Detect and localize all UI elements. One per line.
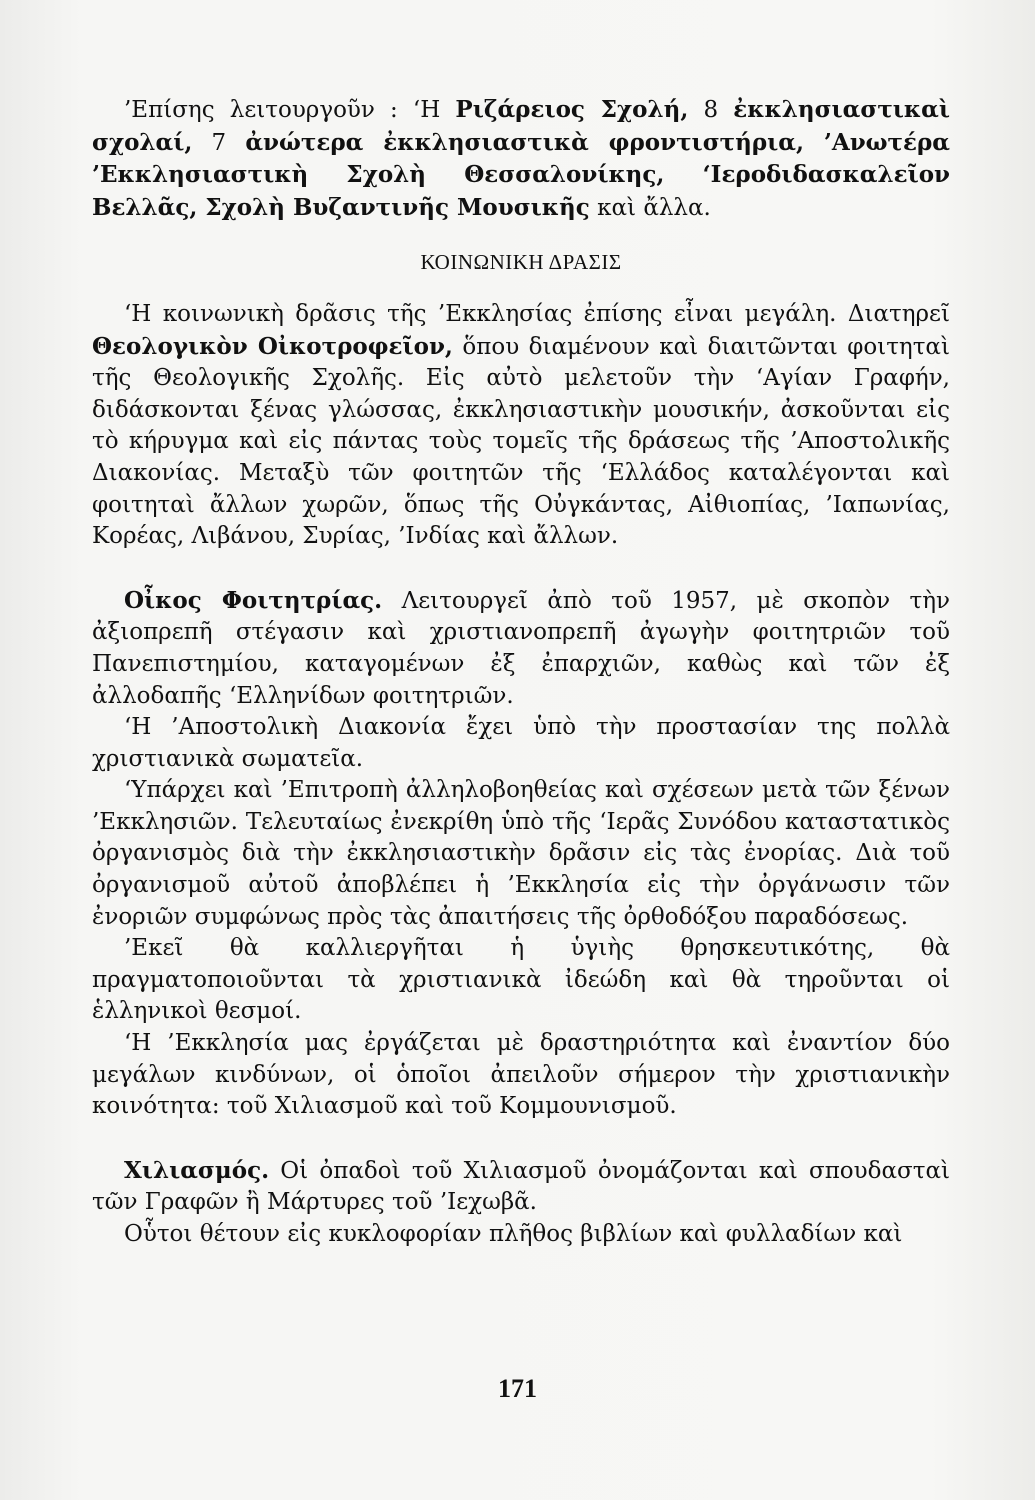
paragraph-cultivation: ’Εκεῖ θὰ καλλιεργῆται ἡ ὑγιὴς θρησκευτικότης, θὰ πραγματοποιοῦνται τὰ χριστιανικὰ ἰδεώδη καὶ θὰ τηροῦνται οἱ ἑλληνικοὶ θεσμοί. (92, 935, 950, 1025)
text-run: Οἱ ὀπαδοὶ τοῦ Χιλιασμοῦ ὀνομάζονται καὶ σπουδασταὶ τῶν Γραφῶν ἢ Μάρτυρες τοῦ ’Ιεχωβᾶ. (92, 1157, 950, 1216)
text-run: ὅπου διαμένουν καὶ διαιτῶνται φοιτηταὶ τῆς Θεολογικῆς Σχολῆς. Εἰς αὐτὸ μελετοῦν τὴν ‘Αγίαν Γραφήν, διδάσκονται ξένας γλώσσας, ἐκκλησιαστικὴν μουσικήν, ἀσκοῦνται εἰς τὸ κήρυγμα καὶ εἰς πάντας τοὺς τομεῖς τῆς δράσεως τῆς ’Αποστολικῆς Διακονίας. Μεταξὺ τῶν φοιτητῶν τῆς ‘Ελλάδος καταλέγονται καὶ φοιτηταὶ ἄλλων χωρῶν, ὅπως τῆς Οὐγκάντας, Αἰθιοπίας, ’Ιαπωνίας, Κορέας, Λιβάνου, Συρίας, ’Ινδίας καὶ ἄλλων. (92, 333, 950, 550)
bold-run: Χιλιασμός. (124, 1156, 270, 1184)
text-run: 8 (688, 97, 734, 123)
bold-run: Θεολογικὸν Οἰκοτροφεῖον, (92, 332, 453, 360)
text-run: 7 (192, 129, 246, 156)
paragraph-dangers: ‘Η ’Εκκλησία μας ἐργάζεται μὲ δραστηριότητα καὶ ἐναντίον δύο μεγάλων κινδύνων, οἱ ὁποῖοι ἀπειλοῦν σήμερον τὴν χριστιανικὴν κοινότητα: τοῦ Χιλιασμοῦ καὶ τοῦ Κομμουνισμοῦ. (92, 1030, 950, 1120)
paragraph-schools (92, 94, 950, 224)
paragraph-gap (92, 1123, 950, 1155)
body-text (92, 94, 950, 1251)
bold-run: ἀνώτερα ἐκκλησιαστικὰ φροντιστήρια, ’Ανωτέρα ’Εκκλησιαστικὴ Σχολὴ Θεσσαλονίκης, ‘Ιεροδιδασκαλεῖον Βελλᾶς, Σχολὴ Βυζαντινῆς Μουσικῆς (92, 128, 950, 221)
text-run: Λειτουργεῖ ἀπὸ τοῦ 1957, μὲ σκοπὸν τὴν ἀξιοπρεπῆ στέγασιν καὶ χριστιανοπρεπῆ ἀγωγὴν φοιτητριῶν τοῦ Πανεπιστημίου, καταγομένων ἐξ ἐπαρχιῶν, καθὼς καὶ τῶν ἐξ ἀλλοδαπῆς ‘Ελληνίδων φοιτητριῶν. (92, 587, 950, 709)
bold-run: Οἶκος Φοιτητρίας. (124, 586, 383, 614)
bold-run: Ριζάρειος Σχολή, (455, 96, 689, 123)
text-run: ’Επίσης λειτουργοῦν : ‘Η (124, 97, 456, 123)
paragraph-social-action (92, 299, 950, 553)
paragraph-publications: Οὗτοι θέτουν εἰς κυκλοφορίαν πλῆθος βιβλίων καὶ φυλλαδίων καὶ (124, 1221, 903, 1247)
text-run: ‘Η κοινωνικὴ δρᾶσις τῆς ’Εκκλησίας ἐπίσης εἶναι μεγάλη. Διατηρεῖ (124, 300, 950, 327)
text-run: καὶ ἄλλα. (589, 194, 711, 221)
paragraph-student-home (92, 585, 950, 712)
page-number: 171 (498, 1374, 537, 1403)
paragraph-gap (92, 553, 950, 585)
bold-run: ἐκκλησιαστικαὶ σχολαί, (92, 96, 950, 156)
section-heading: ΚΟΙΝΩΝΙΚΗ ΔΡΑΣΙΣ (420, 250, 622, 275)
paragraph-committee: ‘Υπάρχει καὶ ’Επιτροπὴ ἀλληλοβοηθείας καὶ σχέσεων μετὰ τῶν ξένων ’Εκκλησιῶν. Τελευταίως ἐνεκρίθη ὑπὸ τῆς ‘Ιερᾶς Συνόδου καταστατικὸς ὀργανισμὸς διὰ τὴν ἐκκλησιαστικὴν δρᾶσιν εἰς τὰς ἐνορίας. Διὰ τοῦ ὀργανισμοῦ αὐτοῦ ἀποβλέπει ἡ ’Εκκλησία εἰς τὴν ὀργάνωσιν τῶν ἐνοριῶν συμφώνως πρὸς τὰς ἀπαιτήσεις τῆς ὀρθοδόξου παραδόσεως. (92, 777, 950, 930)
paragraph-associations: ‘Η ’Αποστολικὴ Διακονία ἔχει ὑπὸ τὴν προστασίαν της πολλὰ χριστιανικὰ σωματεῖα. (92, 714, 950, 772)
paragraph-chiliasm (92, 1155, 950, 1219)
